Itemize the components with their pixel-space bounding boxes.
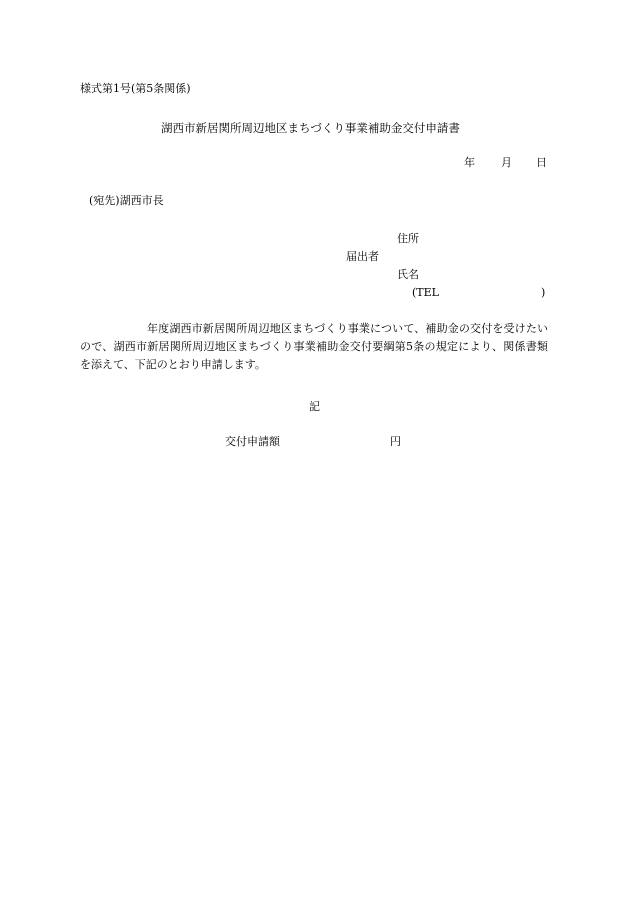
tel-close-paren: ) — [541, 286, 546, 299]
grant-amount-label: 交付申請額 — [225, 435, 280, 448]
document-title: 湖西市新居関所周辺地区まちづくり事業補助金交付申請書 — [161, 121, 460, 135]
ki-heading: 記 — [309, 400, 320, 413]
date-day-label: 日 — [536, 156, 547, 169]
addressee: (宛先)湖西市長 — [89, 194, 164, 207]
application-body-text: 年度湖西市新居関所周辺地区まちづくり事業について、補助金の交付を受けたいので、湖西市新居関所周辺地区まちづくり事業補助金交付要綱第5条の規定により、関係書類を添えて、下記のとおり申請します。 — [80, 322, 548, 371]
applicant-label: 届出者 — [346, 250, 379, 263]
tel-label: (TEL — [412, 286, 439, 299]
date-year-label: 年 — [464, 156, 475, 169]
date-month-label: 月 — [501, 156, 512, 169]
yen-unit: 円 — [390, 435, 401, 448]
address-label: 住所 — [397, 232, 419, 245]
form-number: 様式第1号(第5条関係) — [80, 82, 191, 95]
name-label: 氏名 — [397, 268, 419, 281]
